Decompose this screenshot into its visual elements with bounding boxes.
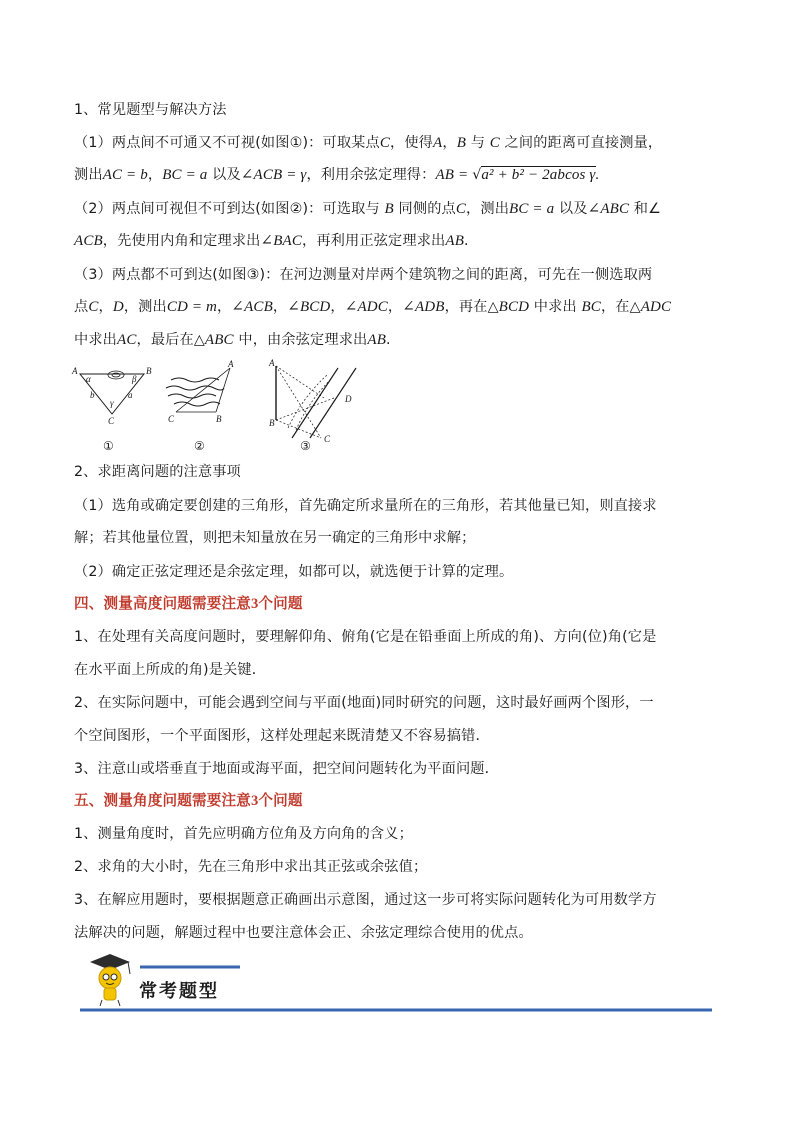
- section-4-p1-line-1: 1、在处理有关高度问题时，要理解仰角、俯角(它是在铅垂面上所成的角)、方向(位)角(它是: [74, 629, 657, 645]
- figure-label-2: ②: [194, 439, 205, 453]
- fig3-label-D: D: [345, 394, 352, 404]
- fig1-alpha: α: [86, 374, 91, 384]
- section-2-item-1-line-1: （1）选角或确定要创建的三角形，首先确定所求量所在的三角形，若其他量已知，则直接求: [74, 498, 657, 514]
- section-5-p1: 1、测量角度时，首先应明确方位角及方向角的含义；: [74, 826, 413, 842]
- banner-title: 常考题型: [139, 981, 219, 1002]
- section-5-p3-line-2: 法解决的问题，解题过程中也要注意体会正、余弦定理综合使用的优点。: [74, 925, 533, 941]
- item-2-line-2: ACB，先使用内角和定理求出∠BAC，再利用正弦定理求出AB.: [74, 233, 469, 249]
- section-4-p2-line-2: 个空间图形，一个平面图形，这样处理起来既清楚又不容易搞错．: [74, 728, 490, 744]
- graduate-mascot-icon: [90, 954, 130, 1006]
- section-4-p1-line-2: 在水平面上所成的角)是关键．: [74, 662, 267, 678]
- fig2-label-A: A: [228, 359, 234, 369]
- item-1-line-1: （1）两点间不可通又不可视(如图①)：可取某点C，使得A，B 与 C 之间的距离可直接测量，: [74, 135, 663, 151]
- figure-3-two-banks: [268, 358, 356, 444]
- item-3-line-2: 点C，D，测出CD = m，∠ACB，∠BCD，∠ADC，∠ADB，再在△BCD 中求出 BC，在△ADC: [74, 299, 672, 315]
- item-2-line-1: （2）两点间可视但不可到达(如图②)：可选取与 B 同侧的点C，测出BC = a 以及∠ABC 和∠: [74, 201, 661, 217]
- section-4-p3: 3、注意山或塔垂直于地面或海平面，把空间问题转化为平面问题．: [74, 761, 499, 777]
- section-2-item-2: （2）确定正弦定理还是余弦定理，如都可以，就选便于计算的定理。: [74, 564, 514, 580]
- section-1-title: 1、常见题型与解决方法: [74, 102, 227, 118]
- section-2-item-1-line-2: 解；若其他量位置，则把未知量放在另一确定的三角形中求解；: [74, 530, 476, 546]
- sqrt-radicand: a² + b² − 2abcos γ: [481, 167, 596, 183]
- fig3-label-C: C: [324, 434, 331, 444]
- fig1-a: a: [128, 390, 133, 400]
- fig3-label-B: B: [269, 418, 275, 428]
- fig3-label-A: A: [269, 358, 275, 368]
- fig1-label-B: B: [146, 366, 152, 376]
- fig1-label-A: A: [72, 366, 78, 376]
- figure-label-1: ①: [103, 439, 114, 453]
- section-4-p2-line-1: 2、在实际问题中，可能会遇到空间与平面(地面)同时研究的问题，这时最好画两个图形，一: [74, 695, 654, 711]
- item-3-line-3: 中求出AC，最后在△ABC 中，由余弦定理求出AB.: [74, 332, 391, 348]
- heading-5: 五、测量角度问题需要注意3个问题: [74, 792, 303, 809]
- fig1-gamma: γ: [110, 398, 114, 408]
- fig2-label-C: C: [168, 414, 175, 424]
- fig2-label-B: B: [216, 414, 222, 424]
- item-3-line-1: （3）两点都不可到达(如图③)：在河边测量对岸两个建筑物之间的距离，可先在一侧选取两: [74, 267, 653, 283]
- fig1-label-C: C: [108, 416, 115, 426]
- figure-2-river: [166, 359, 234, 424]
- section-2-title: 2、求距离问题的注意事项: [74, 464, 241, 480]
- item-1-line-2: 测出AC = b，BC = a 以及∠ACB = γ，利用余弦定理得：AB = √a² + b² − 2abcos γ.: [74, 167, 600, 183]
- section-5-p2: 2、求角的大小时，先在三角形中求出其正弦或余弦值；: [74, 859, 428, 875]
- figure-1-triangle: [71, 366, 152, 426]
- figure-label-3: ③: [300, 439, 311, 453]
- heading-4: 四、测量高度问题需要注意3个问题: [74, 595, 303, 612]
- fig1-beta: β: [132, 374, 137, 384]
- fig1-b: b: [90, 390, 95, 400]
- section-5-p3-line-1: 3、在解应用题时，要根据题意正确画出示意图，通过这一步可将实际问题转化为可用数学方: [74, 892, 657, 908]
